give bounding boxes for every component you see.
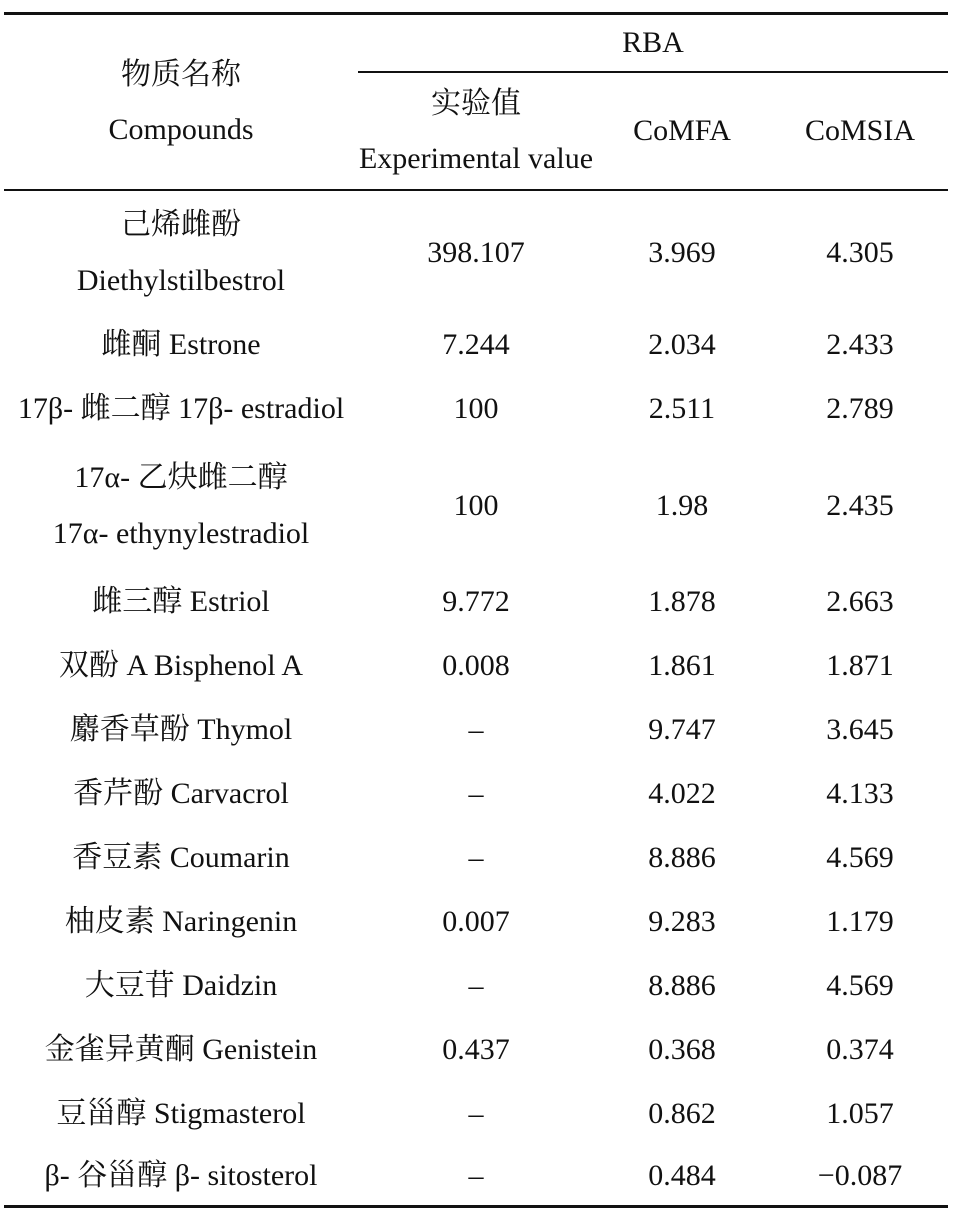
compound-name-line1: 香豆素 Coumarin <box>72 841 290 875</box>
header-comsia: CoMSIA <box>804 114 916 148</box>
comfa-value-cell: 0.368 <box>648 1033 716 1067</box>
experimental-value-cell: 100 <box>453 392 499 426</box>
compound-name-line1: β- 谷甾醇 β- sitosterol <box>44 1158 318 1192</box>
compound-name-line2: Diethylstilbestrol <box>76 263 286 297</box>
experimental-value-cell: – <box>468 713 484 747</box>
comsia-value-cell: 3.645 <box>826 713 894 747</box>
comsia-value-cell: −0.087 <box>817 1158 903 1192</box>
compound-name-cell <box>4 826 358 890</box>
compound-name-cell <box>4 377 358 441</box>
comfa-value-cell: 8.886 <box>648 969 716 1003</box>
compound-name-line1: 雌酮 Estrone <box>101 328 261 362</box>
experimental-value-cell: – <box>468 777 484 811</box>
header-comfa: CoMFA <box>633 114 731 148</box>
experimental-value-cell: – <box>468 1158 484 1192</box>
header-compounds-cn: 物质名称 <box>121 57 241 91</box>
comfa-value-cell: 0.862 <box>648 1097 716 1131</box>
compound-name-line1: 17α- 乙炔雌二醇 <box>74 461 288 494</box>
header-experimental-cn: 实验值 <box>431 86 521 120</box>
experimental-value-cell: 9.772 <box>442 585 510 619</box>
compound-name-cell <box>4 954 358 1018</box>
comfa-value-cell: 8.886 <box>648 841 716 875</box>
compound-name-line2: 17α- ethynylestradiol <box>52 516 310 550</box>
experimental-value-cell: 0.437 <box>442 1033 510 1067</box>
compound-name-line1: 雌三醇 Estriol <box>92 585 270 619</box>
experimental-value-cell: 7.244 <box>442 328 510 362</box>
compound-name-cell <box>4 698 358 762</box>
compound-name-cell <box>4 1018 358 1082</box>
comfa-value-cell: 4.022 <box>648 777 716 811</box>
compound-name-cell <box>4 762 358 826</box>
comfa-value-cell: 9.747 <box>648 713 716 747</box>
header-experimental-en: Experimental value <box>358 142 594 175</box>
comfa-value-cell: 2.034 <box>648 328 716 362</box>
comsia-value-cell: 2.789 <box>826 392 894 426</box>
comsia-value-cell: 2.663 <box>826 585 894 619</box>
compound-name-cell <box>4 192 358 313</box>
comfa-value-cell: 9.283 <box>648 905 716 939</box>
comsia-value-cell: 1.179 <box>826 905 894 939</box>
experimental-value-cell: – <box>468 1097 484 1131</box>
comfa-value-cell: 1.861 <box>648 649 716 683</box>
comfa-value-cell: 3.969 <box>648 235 716 269</box>
comsia-value-cell: 4.305 <box>826 235 894 269</box>
comsia-value-cell: 4.133 <box>826 777 894 811</box>
comfa-value-cell: 1.98 <box>655 488 709 522</box>
compound-name-cell <box>4 890 358 954</box>
header-compounds-en: Compounds <box>108 113 254 146</box>
comfa-value-cell: 0.484 <box>648 1158 716 1192</box>
experimental-value-cell: 0.008 <box>442 649 510 683</box>
compound-name-cell <box>4 441 358 570</box>
compound-name-cell <box>4 1082 358 1146</box>
comfa-value-cell: 1.878 <box>648 585 716 619</box>
comfa-value-cell: 2.511 <box>648 392 716 426</box>
header-bottom-rule <box>4 189 948 191</box>
header-compounds <box>4 15 358 189</box>
compound-name-line1: 金雀异黄酮 Genistein <box>44 1033 318 1067</box>
compound-name-line1: 麝香草酚 Thymol <box>69 713 293 747</box>
compound-name-cell <box>4 570 358 634</box>
comsia-value-cell: 1.057 <box>826 1097 894 1131</box>
compound-name-line1: 17β- 雌二醇 17β- estradiol <box>17 392 345 426</box>
compound-name-line1: 己烯雌酚 <box>121 208 241 241</box>
experimental-value-cell: – <box>468 969 484 1003</box>
experimental-value-cell: 0.007 <box>442 905 510 939</box>
comsia-value-cell: 4.569 <box>826 969 894 1003</box>
header-experimental <box>346 73 606 189</box>
compound-name-line1: 豆甾醇 Stigmasterol <box>56 1097 306 1131</box>
comsia-value-cell: 2.435 <box>826 488 894 522</box>
compound-name-cell <box>4 1146 358 1205</box>
experimental-value-cell: 100 <box>453 488 499 522</box>
compound-name-cell <box>4 634 358 698</box>
comsia-value-cell: 0.374 <box>826 1033 894 1067</box>
comsia-value-cell: 1.871 <box>826 649 894 683</box>
experimental-value-cell: – <box>468 841 484 875</box>
bottom-rule <box>4 1205 948 1208</box>
experimental-value-cell: 398.107 <box>427 235 525 269</box>
comsia-value-cell: 4.569 <box>826 841 894 875</box>
compound-name-line1: 大豆苷 Daidzin <box>84 969 278 1003</box>
compound-name-line1: 香芹酚 Carvacrol <box>73 777 289 811</box>
compound-name-line1: 双酚 A Bisphenol A <box>58 649 304 683</box>
comsia-value-cell: 2.433 <box>826 328 894 362</box>
compound-name-cell <box>4 313 358 377</box>
compound-name-line1: 柚皮素 Naringenin <box>64 905 298 939</box>
header-rba: RBA <box>622 26 684 60</box>
